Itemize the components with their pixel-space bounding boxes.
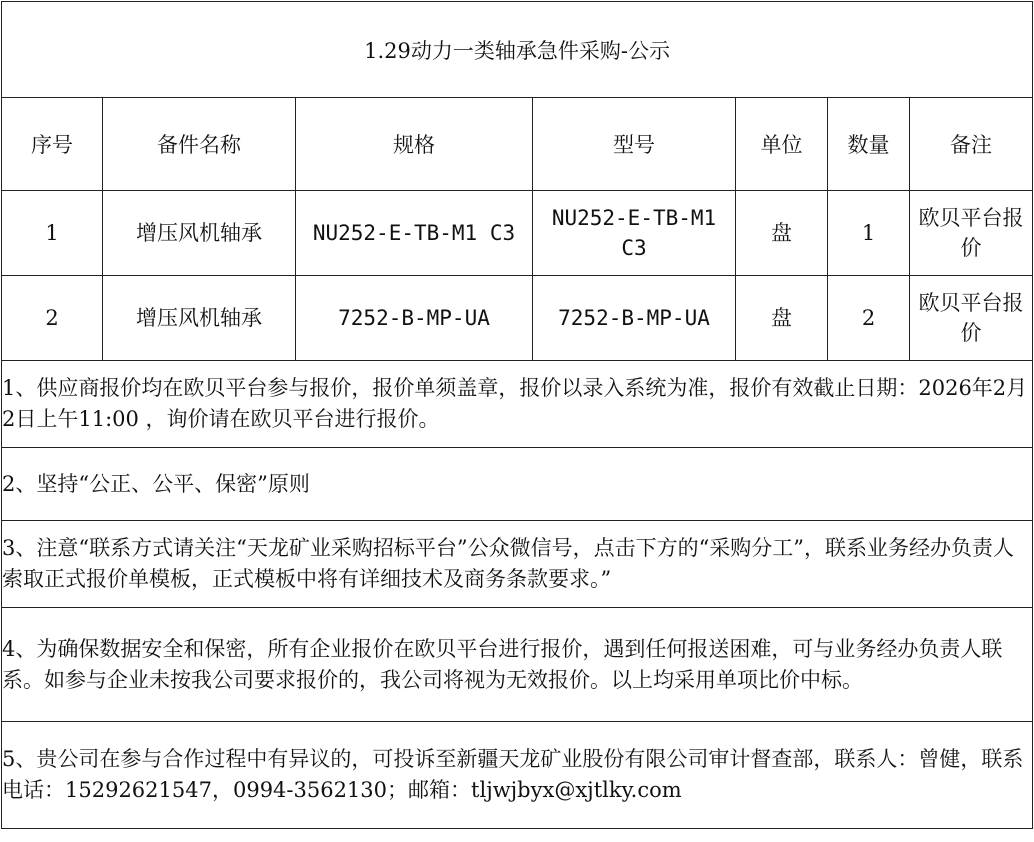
cell-remark: 欧贝平台报价	[910, 276, 1033, 361]
table-row	[2, 191, 1033, 276]
cell-name: 增压风机轴承	[103, 191, 296, 276]
page-title: 1.29动力一类轴承急件采购-公示	[2, 2, 1033, 98]
header-model: 型号	[533, 98, 736, 191]
cell-qty: 2	[828, 276, 910, 361]
note-4: 4、为确保数据安全和保密，所有企业报价在欧贝平台进行报价，遇到任何报送困难，可与业务经办负责人联系。如参与企业未按我公司要求报价的，我公司将视为无效报价。以上均采用单项比价中标。	[2, 608, 1033, 722]
cell-model: 7252-B-MP-UA	[533, 276, 736, 361]
header-remark: 备注	[910, 98, 1033, 191]
cell-unit: 盘	[736, 276, 828, 361]
note-row	[2, 361, 1033, 448]
note-2: 2、坚持“公正、公平、保密”原则	[2, 448, 1033, 521]
header-no: 序号	[2, 98, 103, 191]
cell-name: 增压风机轴承	[103, 276, 296, 361]
note-row	[2, 722, 1033, 829]
header-row	[2, 98, 1033, 191]
note-row	[2, 448, 1033, 521]
cell-remark: 欧贝平台报价	[910, 191, 1033, 276]
note-row	[2, 608, 1033, 722]
title-row	[2, 2, 1033, 98]
cell-spec: NU252-E-TB-M1 C3	[296, 191, 533, 276]
cell-qty: 1	[828, 191, 910, 276]
header-unit: 单位	[736, 98, 828, 191]
cell-no: 1	[2, 191, 103, 276]
table-row	[2, 276, 1033, 361]
note-row	[2, 521, 1033, 608]
cell-model: NU252-E-TB-M1 C3	[533, 191, 736, 276]
procurement-table	[1, 1, 1033, 829]
header-spec: 规格	[296, 98, 533, 191]
note-1: 1、供应商报价均在欧贝平台参与报价，报价单须盖章，报价以录入系统为准，报价有效截止日期：2026年2月2日上午11:00 ，询价请在欧贝平台进行报价。	[2, 361, 1033, 448]
cell-spec: 7252-B-MP-UA	[296, 276, 533, 361]
note-3: 3、注意“联系方式请关注“天龙矿业采购招标平台”公众微信号，点击下方的“采购分工”，联系业务经办负责人索取正式报价单模板，正式模板中将有详细技术及商务条款要求。”	[2, 521, 1033, 608]
note-5: 5、贵公司在参与合作过程中有异议的，可投诉至新疆天龙矿业股份有限公司审计督查部，联系人：曾健，联系电话：15292621547，0994-3562130；邮箱：tljwjbyx@xjtlky.com	[2, 722, 1033, 829]
cell-unit: 盘	[736, 191, 828, 276]
header-name: 备件名称	[103, 98, 296, 191]
header-qty: 数量	[828, 98, 910, 191]
cell-no: 2	[2, 276, 103, 361]
